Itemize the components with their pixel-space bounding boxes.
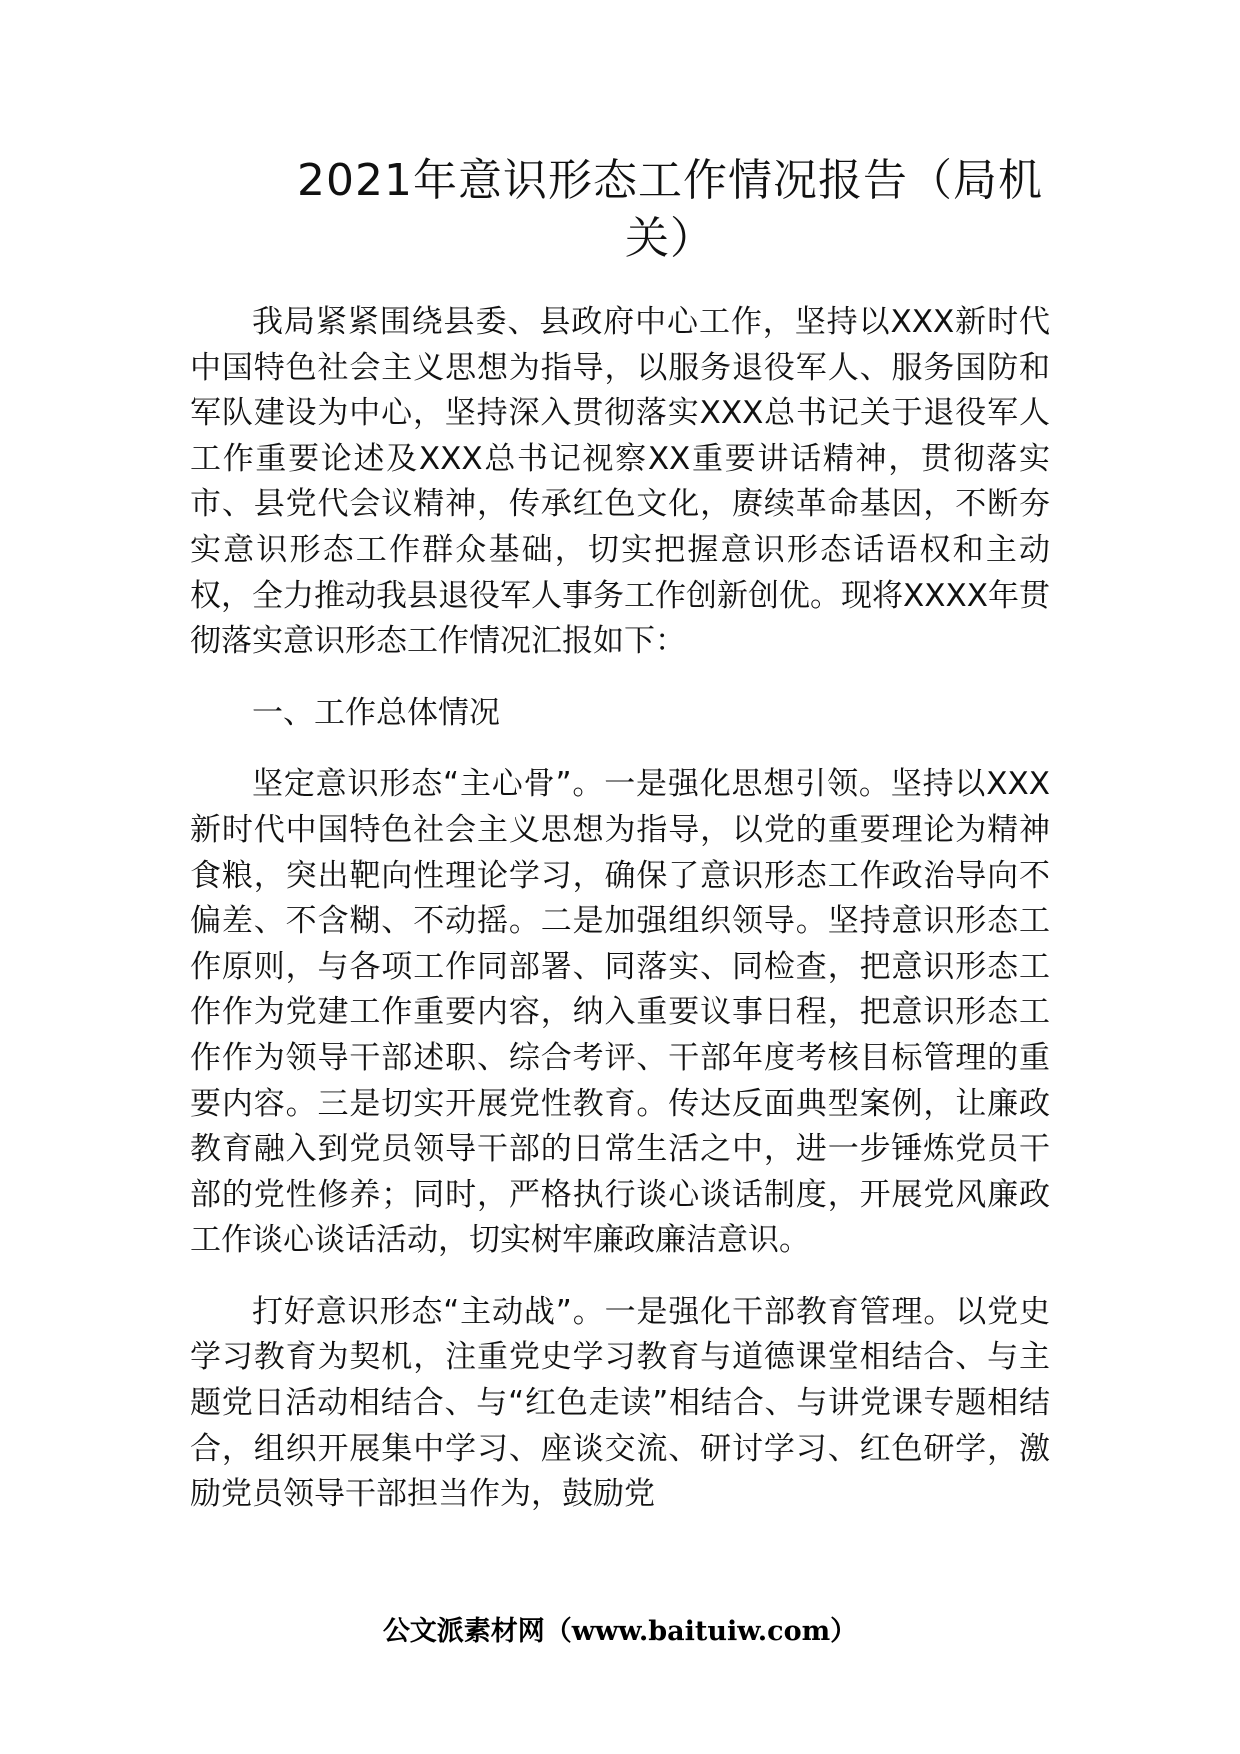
paragraph-intro: 我局紧紧围绕县委、县政府中心工作，坚持以XXX新时代中国特色社会主义思想为指导，以服务退役军人、服务国防和军队建设为中心，坚持深入贯彻落实XXX总书记关于退役军人工作重要论述及XXX总书记视察XX重要讲话精神，贯彻落实市、县党代会议精神，传承红色文化，赓续革命基因，不断夯实意识形态工作群众基础，切实把握意识形态话语权和主动权，全力推动我县退役军人事务工作创新创优。现将XXXX年贯彻落实意识形态工作情况汇报如下： bbox=[190, 304, 1050, 660]
paragraph-ideology-backbone: 坚定意识形态“主心骨”。一是强化思想引领。坚持以XXX新时代中国特色社会主义思想为指导，以党的重要理论为精神食粮，突出靶向性理论学习，确保了意识形态工作政治导向不偏差、不含糊、不动摇。二是加强组织领导。坚持意识形态工作原则，与各项工作同部署、同落实、同检查，把意识形态工作作为党建工作重要内容，纳入重要议事日程，把意识形态工作作为领导干部述职、综合考评、干部年度考核目标管理的重要内容。三是切实开展党性教育。传达反面典型案例，让廉政教育融入到党员领导干部的日常生活之中，进一步锤炼党员干部的党性修养；同时，严格执行谈心谈话制度，开展党风廉政工作谈心谈话活动，切实树牢廉政廉洁意识。 bbox=[190, 766, 1050, 1259]
document-title: 2021年意识形态工作情况报告（局机关） bbox=[297, 155, 1043, 264]
document-body bbox=[190, 300, 1050, 1544]
footer-watermark: 公文派素材网（www.baituiw.com） bbox=[382, 1616, 858, 1647]
section-heading: 一、工作总体情况 bbox=[252, 694, 500, 731]
paragraph-ideology-initiative: 打好意识形态“主动战”。一是强化干部教育管理。以党史学习教育为契机，注重党史学习教育与道德课堂相结合、与主题党日活动相结合、与“红色走读”相结合、与讲党课专题相结合，组织开展集中学习、座谈交流、研讨学习、红色研学，激励党员领导干部担当作为，鼓励党 bbox=[190, 1293, 1050, 1513]
